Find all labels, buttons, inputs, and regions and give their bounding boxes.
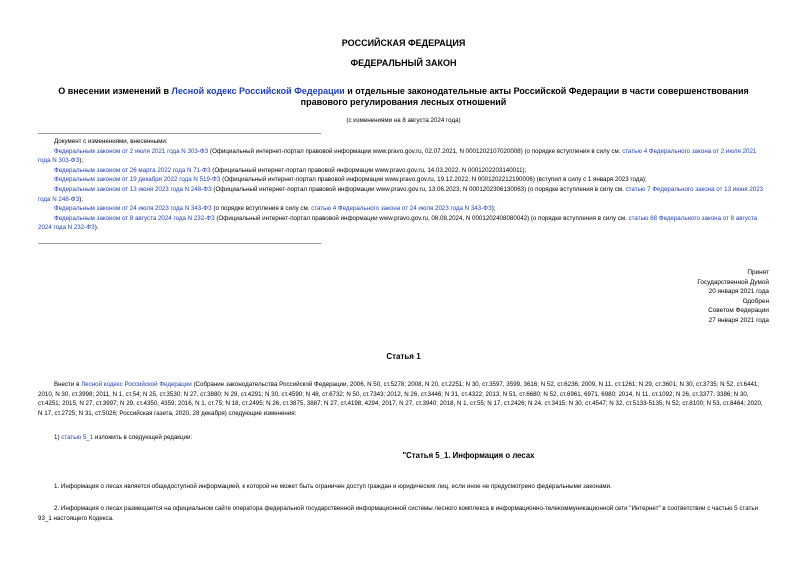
amendment-law-link[interactable]: Федеральным законом от 2 июля 2021 года N 303-ФЗ <box>54 147 209 155</box>
amendment-law-link[interactable]: Федеральным законом от 26 марта 2022 года N 71-ФЗ <box>54 166 211 174</box>
amendment-law-link[interactable]: Федеральным законом от 8 августа 2024 года N 232-ФЗ <box>54 214 215 222</box>
new-article-paragraph-1: 1. Информация о лесах является общедоступной информацией, к которой не может быть ограничен доступ граждан и юридических лиц, если иное не предусмотрено федеральными законами. <box>54 483 612 490</box>
amendments-list <box>38 137 768 233</box>
amendment-law-link[interactable]: Федеральным законом от 19 декабря 2022 года N 519-ФЗ <box>54 176 221 184</box>
amendment-article-link[interactable]: статью 88 Федерального закона от 8 августа 2024 года N 232-ФЗ <box>38 214 758 232</box>
forest-code-link[interactable]: Лесной кодекс Российской Федерации <box>171 86 345 96</box>
item-number: 1) <box>54 434 62 441</box>
amendment-text: (Официальный интернет-портал правовой информации www.pravo.gov.ru, 08.08.2024, N 0001202408080042) (о порядке вступления в силу см. <box>214 214 629 222</box>
amendment-text: (о порядке вступления в силу см. <box>211 205 312 213</box>
amendment-item <box>38 185 768 204</box>
country-heading: РОССИЙСКАЯ ФЕДЕРАЦИЯ <box>341 38 466 48</box>
article-1-intro-pre: Внести в <box>54 381 82 388</box>
amendment-end: ); <box>491 205 496 213</box>
amendment-text: (Официальный интернет-портал правовой информации www.pravo.gov.ru, 14.03.2022, N 0001202203140011); <box>210 166 527 174</box>
changes-top-divider <box>38 133 321 134</box>
forest-code-inline-link[interactable]: Лесной кодекс Российской Федерации <box>81 381 192 388</box>
law-title <box>0 86 807 108</box>
article-5-1-link[interactable]: статью 5_1 <box>61 434 94 441</box>
changes-bottom-divider <box>38 243 321 244</box>
item-text: изложить в следующей редакции: <box>93 434 193 441</box>
amendment-end: ); <box>79 195 83 203</box>
accepted-date: 20 января 2021 года <box>708 288 769 296</box>
law-title-line1 <box>0 86 807 97</box>
law-title-text-1: О внесении изменений в <box>58 86 172 96</box>
amendment-end: ); <box>79 157 83 165</box>
law-title-line2: правового регулирования лесных отношений <box>300 97 507 107</box>
law-type-heading: ФЕДЕРАЛЬНЫЙ ЗАКОН <box>350 58 457 68</box>
amendment-text: (Официальный интернет-портал правовой информации www.pravo.gov.ru, 19.12.2022, N 0001202212190006) (вступил в силу с 1 января 2023 года); <box>220 176 647 184</box>
amendment-text: (Официальный интернет-портал правовой информации www.pravo.gov.ru, 13.06.2023, N 0001202306130063) (о порядке вступления в силу см. <box>211 185 626 193</box>
accepted-label: Принят <box>747 269 769 276</box>
accepted-by: Государственной Думой <box>697 278 769 286</box>
law-title-text-2: и отдельные законодательные акты Российской Федерации в части совершенствования <box>344 86 749 96</box>
amendment-item <box>38 204 768 214</box>
amendment-item <box>38 214 768 233</box>
adoption-block <box>697 268 769 326</box>
new-article-heading: "Статья 5_1. Информация о лесах <box>402 451 535 460</box>
amendment-law-link[interactable]: Федеральным законом от 13 июня 2023 года N 248-ФЗ <box>54 185 212 193</box>
amendment-text: (Официальный интернет-портал правовой информации www.pravo.gov.ru, 02.07.2021, N 0001202107020008) (о порядке вступления в силу см. <box>208 147 623 155</box>
amendment-end: ). <box>94 224 99 232</box>
approved-date: 27 января 2021 года <box>708 316 769 324</box>
amendment-article-link[interactable]: статью 4 Федерального закона от 2 июля 2021 года N 303-ФЗ <box>38 147 757 165</box>
amendments-intro: Документ с изменениями, внесенными: <box>54 138 168 145</box>
amendment-law-link[interactable]: Федеральным законом от 24 июля 2023 года N 343-ФЗ <box>54 205 212 213</box>
approved-label: Одобрен <box>742 297 769 305</box>
approved-by: Советом Федерации <box>708 307 769 315</box>
amendment-article-link[interactable]: статью 7 Федерального закона от 13 июня 2023 года N 248-ФЗ <box>38 185 764 203</box>
amendment-item <box>38 175 768 185</box>
edition-note: (с изменениями на 8 августа 2024 года) <box>346 117 461 124</box>
article-1-heading: Статья 1 <box>386 352 421 361</box>
new-article-paragraph-2: 2. Информация о лесах размещается на официальном сайте оператора федеральной государственной информационной системы лесного комплекса в информационно-телекоммуникационной сети "Интернет" в соответствии с частью 5 статьи 93_1 настоящего Кодекса. <box>38 505 759 522</box>
amendment-item <box>38 147 768 166</box>
article-1-item-1 <box>38 433 768 443</box>
article-1-intro <box>38 380 768 418</box>
article-1-intro-post: (Собрание законодательства Российской Федерации, 2006, N 50, ст.5278; 2008, N 20, ст.2251; N 30, ст.3597, 3599, 3616; N 52, ст.6236; 2009, N 11, ст.1261; N 29, ст.3601; N 30, ст.3735; N 52, ст.6441; 2010, N 30, ст.3998; 2011, N 1, ст.54; N 25, ст.3530; N 27, ст.3880; N 29, ст.4291; N 30, ст.4590; N 48, ст.6732; N 50, ст.7343; 2012, N 26, ст.3446; N 31, ст.4322; 2013, N 51, ст.6680; N 52, ст.6961, 6971, 6980; 2014, N 11, ст.1092; N 26, ст.3377, 3386; N 30, ст.4251; 2015, N 27, ст.3997; N 29, ст.4350, 4359; 2016, N 1, ст.75; N 18, ст.2495; N 26, ст.3875, 3887; N 27, ст.4198, 4294; 2017, N 27, ст.3940; 2018, N 1, ст.55; N 17, ст.2426; N 24, ст.3415; N 30, ст.4547; N 32, ст.5133-5135; N 52, ст.8100; N 53, ст.8464; 2020, N 17, ст.2725; N 31, ст.5026; Российская газета, 2020, 28 декабря) следующие изменения: <box>38 381 763 417</box>
amendment-article-link[interactable]: статью 4 Федерального закона от 24 июля 2023 года N 343-ФЗ <box>311 205 492 213</box>
amendment-item <box>38 166 768 176</box>
